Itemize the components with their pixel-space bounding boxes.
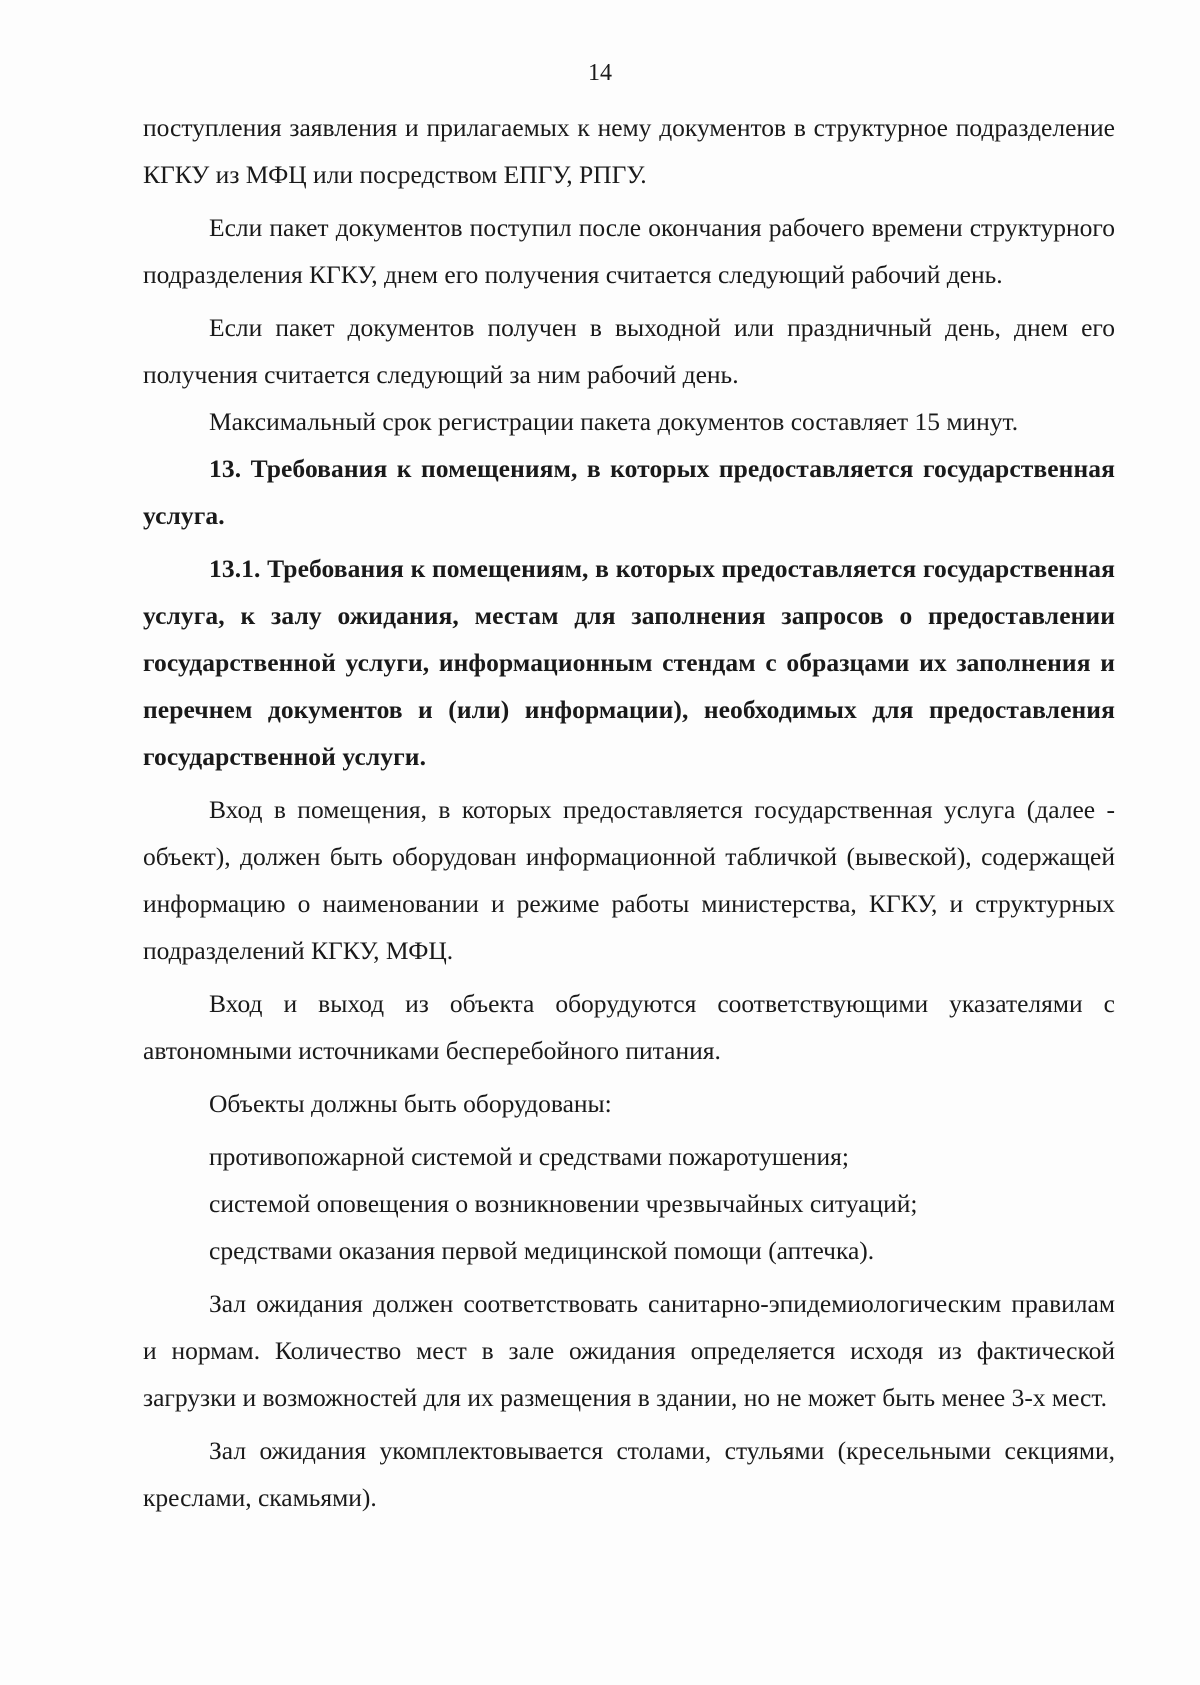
paragraph-waiting-hall: Зал ожидания должен соответствовать санитарно-эпидемиологическим правилам и нормам. Количество мест в зале ожидания определяется исходя из фактической загрузки и возможностей для их размещения в здании, но не может быть менее 3-х мест. [143,1289,1115,1412]
section-heading-13: 13. Требования к помещениям, в которых предоставляется государственная услуга. [143,454,1115,530]
list-item-first-aid: средствами оказания первой медицинской помощи (аптечка). [209,1236,875,1265]
paragraph-equipment-intro: Объекты должны быть оборудованы: [209,1089,612,1118]
list-item-warning-system: системой оповещения о возникновении чрезвычайных ситуаций; [209,1189,918,1218]
paragraph-entrance: Вход в помещения, в которых предоставляется государственная услуга (далее - объект), должен быть оборудован информационной табличкой (вывеской), содержащей информацию о наименовании и режиме работы министерства, КГКУ, и структурных подразделений КГКУ, МФЦ. [143,795,1115,965]
paragraph-exit-signs: Вход и выход из объекта оборудуются соответствующими указателями с автономными источниками бесперебойного питания. [143,989,1115,1065]
section-heading-13-1: 13.1. Требования к помещениям, в которых предоставляется государственная услуга, к залу ожидания, местам для заполнения запросов о предоставлении государственной услуги, информационным стендам с образцами их заполнения и перечнем документов и (или) информации), необходимых для предоставления государственной услуги. [143,554,1115,771]
paragraph-after-hours: Если пакет документов поступил после окончания рабочего времени структурного подразделения КГКУ, днем его получения считается следующий рабочий день. [143,213,1115,289]
list-item-fire-system: противопожарной системой и средствами пожаротушения; [209,1142,849,1171]
paragraph-registration-time: Максимальный срок регистрации пакета документов составляет 15 минут. [209,407,1019,436]
paragraph-waiting-hall-furniture: Зал ожидания укомплектовывается столами, стульями (кресельными секциями, креслами, скамьями). [143,1436,1115,1512]
document-body [143,104,1115,1521]
paragraph-continuation: поступления заявления и прилагаемых к нему документов в структурное подразделение КГКУ из МФЦ или посредством ЕПГУ, РПГУ. [143,113,1115,189]
page-number: 14 [588,60,612,86]
paragraph-holiday: Если пакет документов получен в выходной или праздничный день, днем его получения считается следующий за ним рабочий день. [143,313,1115,389]
